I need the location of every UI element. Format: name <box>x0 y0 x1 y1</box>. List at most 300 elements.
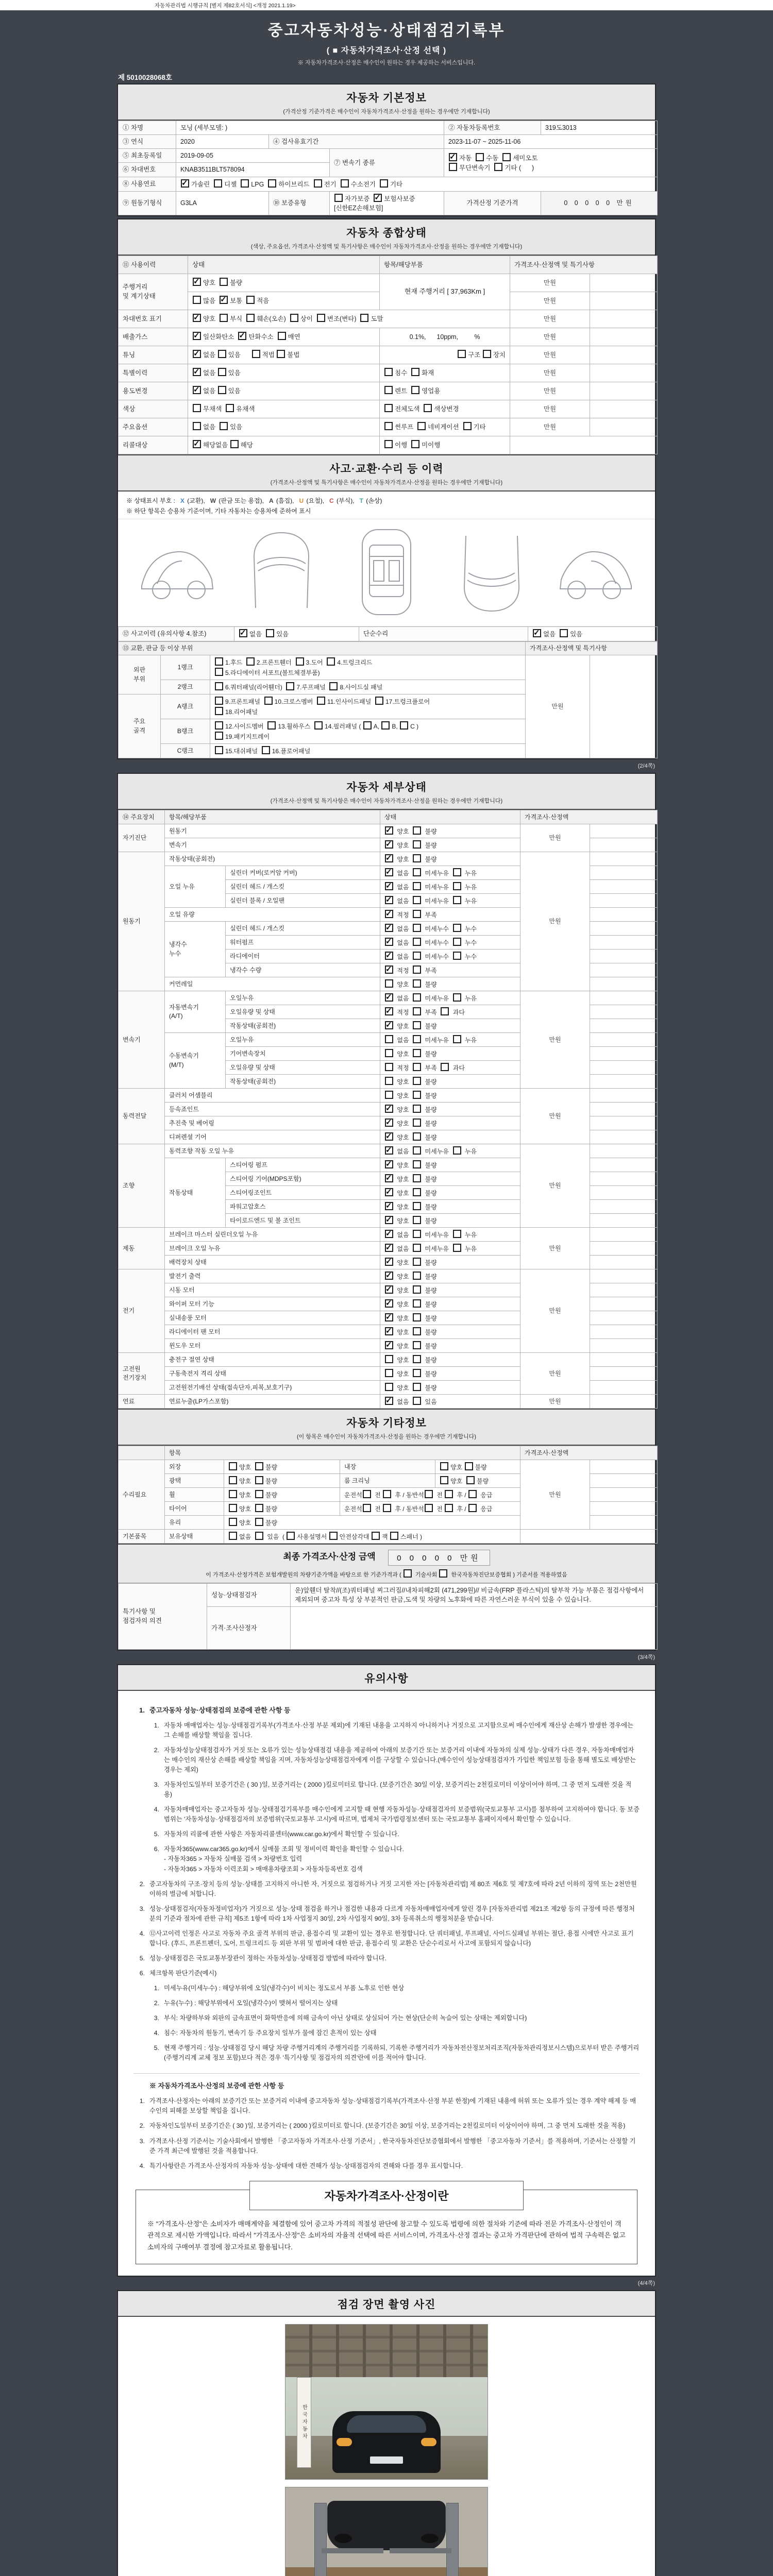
table-cell <box>590 310 658 328</box>
table-cell: ⑨ 원동기형식 <box>119 191 176 215</box>
checkbox-checked[interactable] <box>385 1146 393 1155</box>
checkbox-unchecked[interactable] <box>424 404 432 412</box>
checkbox-unchecked[interactable] <box>385 1383 393 1391</box>
checkbox-unchecked[interactable] <box>413 1132 421 1141</box>
checkbox-unchecked[interactable] <box>413 1383 421 1391</box>
checkbox-unchecked[interactable] <box>413 1285 421 1294</box>
checkbox-unchecked[interactable] <box>385 1355 393 1363</box>
checkbox-unchecked[interactable] <box>229 1532 237 1540</box>
checkbox-unchecked[interactable] <box>483 350 491 358</box>
checkbox-unchecked[interactable] <box>453 952 461 960</box>
checkbox-unchecked[interactable] <box>413 868 421 876</box>
notice-band <box>118 1665 655 1691</box>
checkbox-checked[interactable] <box>385 1327 393 1335</box>
table-cell: 등속죠인트 <box>165 1103 380 1116</box>
checkbox-unchecked[interactable] <box>463 422 472 430</box>
notice-item-text: ⑫사고이력 인정은 사고로 자동차 주요 골격 부위의 판금, 용접수리 및 교환이 있는 경우로 한정합니다. 단 쿼터패널, 루프패널, 사이드실패널 부위는 절단, 용접 시에만 사고로 표기합니다. (후드, 프론트펜더, 도어, 트렁크리드 등 외판 부위 및 범퍼에 대한 판금, 용접수리 및 교환은 단순수리로서 사고에 포함되지 않습니다) <box>149 1929 634 1947</box>
checkbox-unchecked[interactable] <box>453 938 461 946</box>
checkbox-unchecked[interactable] <box>215 721 223 730</box>
section-notice <box>117 1664 656 2277</box>
checkbox-unchecked[interactable] <box>413 1327 421 1335</box>
final-price-value: 0 0 0 0 0 만원 <box>388 1550 490 1566</box>
checkbox-unchecked[interactable] <box>425 1504 433 1512</box>
checkbox-checked[interactable] <box>385 1244 393 1252</box>
checkbox-checked[interactable] <box>385 1397 393 1405</box>
checkbox-unchecked[interactable] <box>411 368 419 376</box>
checkbox-unchecked[interactable] <box>214 179 222 188</box>
status-code-legend <box>118 492 655 519</box>
checkbox-unchecked[interactable] <box>468 1504 477 1512</box>
checkbox-unchecked[interactable] <box>384 404 393 412</box>
checkbox-unchecked[interactable] <box>255 1462 263 1470</box>
checkbox-unchecked[interactable] <box>468 1490 477 1498</box>
checkbox-unchecked[interactable] <box>439 1569 447 1578</box>
checkbox-checked[interactable] <box>385 1132 393 1141</box>
checkbox-unchecked[interactable] <box>445 1490 453 1498</box>
checkbox-checked[interactable] <box>385 1160 393 1168</box>
table-cell <box>590 1502 658 1516</box>
checkbox-unchecked[interactable] <box>329 682 338 690</box>
legend-label: (손상) <box>364 497 382 504</box>
table-cell: ✓ 양호 불량 <box>380 1269 520 1283</box>
checkbox-unchecked[interactable] <box>441 1063 449 1071</box>
table-cell <box>590 963 658 977</box>
table-cell: ✓ 없음 미세누유 누유 <box>380 880 520 894</box>
checkbox-unchecked[interactable] <box>465 1462 473 1470</box>
checkbox-checked[interactable] <box>385 854 393 862</box>
notice-item-number: 1. <box>139 2097 145 2105</box>
table-cell: 작동상태 <box>165 1158 226 1228</box>
checkbox-unchecked[interactable] <box>266 629 274 637</box>
notice-item-number: 5. <box>154 2044 159 2052</box>
checkbox-unchecked[interactable] <box>413 1202 421 1210</box>
checkbox-unchecked[interactable] <box>215 657 223 666</box>
checkbox-unchecked[interactable] <box>317 314 325 322</box>
table-cell: 충전구 절연 상태 <box>165 1353 380 1367</box>
checkbox-unchecked[interactable] <box>220 314 228 322</box>
checkbox-unchecked[interactable] <box>413 840 421 849</box>
checkbox-checked[interactable] <box>193 368 201 376</box>
checkbox-unchecked[interactable] <box>413 1007 421 1015</box>
checkbox-checked[interactable] <box>193 386 201 394</box>
checkbox-unchecked[interactable] <box>413 1341 421 1349</box>
checkbox-unchecked[interactable] <box>252 350 260 358</box>
detail-state-title: 자동차 세부상태 <box>346 782 427 794</box>
table-cell: 만원 <box>520 852 590 991</box>
checkbox-checked[interactable] <box>385 868 393 876</box>
document-number: 제 5010028068호 <box>118 74 172 81</box>
checkbox-checked[interactable] <box>385 1021 393 1029</box>
checkbox-unchecked[interactable] <box>413 1272 421 1280</box>
notice-item <box>133 1879 640 1899</box>
checkbox-checked[interactable] <box>193 278 201 286</box>
table-cell: 만원 <box>510 418 590 436</box>
table-cell: 시동 모터 <box>165 1283 380 1297</box>
section-inspection-photos <box>117 2290 656 2576</box>
checkbox-unchecked[interactable] <box>384 422 393 430</box>
checkbox-unchecked[interactable] <box>440 1462 448 1470</box>
checkbox-unchecked[interactable] <box>413 1174 421 1182</box>
table-cell: 양호 불량 <box>380 977 520 991</box>
table-cell: 만원 <box>510 274 590 292</box>
checkbox-unchecked[interactable] <box>193 422 201 430</box>
checkbox-unchecked[interactable] <box>218 386 226 394</box>
photo-area <box>118 2317 655 2576</box>
checkbox-unchecked[interactable] <box>453 868 461 876</box>
checkbox-unchecked[interactable] <box>453 924 461 932</box>
checkbox-unchecked[interactable] <box>286 682 294 690</box>
checkbox-unchecked[interactable] <box>440 1476 448 1484</box>
checkbox-unchecked[interactable] <box>363 1504 371 1512</box>
checkbox-unchecked[interactable] <box>413 896 421 904</box>
checkbox-unchecked[interactable] <box>560 629 568 637</box>
table-cell: ⑧ 사용연료 <box>119 177 176 191</box>
checkbox-unchecked[interactable] <box>215 746 223 754</box>
checkbox-unchecked[interactable] <box>360 314 368 322</box>
table-cell: ✓ 양호 부식 훼손(오손) 상이 변조(변타) 도말 <box>188 310 510 328</box>
checkbox-unchecked[interactable] <box>268 179 276 188</box>
checkbox-unchecked[interactable] <box>413 1313 421 1321</box>
table-cell <box>590 382 658 400</box>
checkbox-checked[interactable] <box>385 826 393 835</box>
checkbox-checked[interactable] <box>193 332 201 340</box>
checkbox-unchecked[interactable] <box>255 1532 263 1540</box>
checkbox-unchecked[interactable] <box>413 1021 421 1029</box>
checkbox-unchecked[interactable] <box>494 163 502 171</box>
checkbox-unchecked[interactable] <box>385 1063 393 1071</box>
checkbox-unchecked[interactable] <box>218 350 226 358</box>
checkbox-unchecked[interactable] <box>363 1490 371 1498</box>
table-cell <box>590 977 658 991</box>
car-diagram-right-side-icon <box>553 528 641 616</box>
notice-item-text: 현재 주행거리 : 성능·상태점검 당시 해당 차량 주행거리계의 주행거리를 기록하되, 기록한 주행거리가 자동차전산정보처리조직(자동차관리정보시스템)으로부터 받은 주행거리(주행거리계 교체 정보 포함)보다 적은 경우 '특기사항 및 점검자의 의견'란에 이를 적어야 합니다. <box>164 2044 640 2062</box>
checkbox-checked[interactable] <box>239 629 247 637</box>
table-cell: ⑤ 최초등록일 <box>119 149 176 163</box>
checkbox-unchecked[interactable] <box>381 721 390 730</box>
basic-info-note: (가격산정 기준가격은 매수인이 자동차가격조사·산정을 원하는 경우에만 기재합니다) <box>283 109 490 115</box>
form-reference-text: 자동차관리법 시행규칙 [별지 제82호서식] <개정 2021.1.19> <box>155 2 296 9</box>
notice-item-number: 3. <box>154 2014 159 2022</box>
table-cell: ⑥ 차대번호 <box>119 163 176 177</box>
final-price-label: 최종 가격조사·산정 금액 <box>283 1552 376 1562</box>
checkbox-unchecked[interactable] <box>383 1504 391 1512</box>
checkbox-unchecked[interactable] <box>417 422 426 430</box>
notice-item-text: 가격조사·산정 기준서는 기술사회에서 발행한 「중고자동차 가격조사·산정 기준서」, 한국자동차진단보증협회에서 발행한 「중고자동차 기준서」를 적용하며, 기준서는 산정할 기준 가격 최근에 발행된 것을 적용합니다. <box>149 2137 636 2155</box>
checkbox-unchecked[interactable] <box>229 1504 237 1512</box>
checkbox-unchecked[interactable] <box>220 422 228 430</box>
table-cell: 원동기 <box>119 852 165 991</box>
checkbox-unchecked[interactable] <box>215 732 223 740</box>
checkbox-unchecked[interactable] <box>314 179 322 188</box>
table-cell: 없음 있음 <box>188 418 380 436</box>
checkbox-unchecked[interactable] <box>476 153 484 161</box>
checkbox-unchecked[interactable] <box>215 682 223 690</box>
checkbox-checked[interactable] <box>533 629 541 637</box>
checkbox-unchecked[interactable] <box>413 1216 421 1224</box>
table-cell: G3LA <box>176 191 269 215</box>
checkbox-unchecked[interactable] <box>215 697 223 705</box>
checkbox-unchecked[interactable] <box>385 1077 393 1085</box>
table-cell: 동력조향 작동 오일 누유 <box>165 1144 380 1158</box>
table-cell <box>510 436 658 454</box>
notice-item <box>133 2081 640 2091</box>
checkbox-unchecked[interactable] <box>383 1490 391 1498</box>
checkbox-unchecked[interactable] <box>453 882 461 890</box>
checkbox-unchecked[interactable] <box>413 910 421 918</box>
table-cell <box>590 1488 658 1502</box>
table-cell <box>590 991 658 1005</box>
checkbox-checked[interactable] <box>385 952 393 960</box>
checkbox-checked[interactable] <box>385 1188 393 1196</box>
checkbox-unchecked[interactable] <box>425 1490 433 1498</box>
checkbox-unchecked[interactable] <box>193 404 201 412</box>
table-cell: 운전석 전 후 / 동반석 전 후 / 응급 <box>340 1502 520 1516</box>
checkbox-unchecked[interactable] <box>458 350 466 358</box>
checkbox-unchecked[interactable] <box>413 1188 421 1196</box>
checkbox-unchecked[interactable] <box>449 163 457 171</box>
checkbox-unchecked[interactable] <box>413 1063 421 1071</box>
checkbox-unchecked[interactable] <box>215 668 223 676</box>
checkbox-unchecked[interactable] <box>466 1476 475 1484</box>
checkbox-checked[interactable] <box>374 194 382 202</box>
checkbox-checked[interactable] <box>385 1341 393 1349</box>
checkbox-unchecked[interactable] <box>220 278 228 286</box>
checkbox-checked[interactable] <box>385 840 393 849</box>
checkbox-checked[interactable] <box>193 350 201 358</box>
checkbox-unchecked[interactable] <box>413 952 421 960</box>
checkbox-checked[interactable] <box>385 1216 393 1224</box>
checkbox-unchecked[interactable] <box>413 1118 421 1127</box>
table-cell: 만원 <box>520 1144 590 1228</box>
notice-item <box>148 2028 640 2038</box>
checkbox-checked[interactable] <box>385 965 393 974</box>
checkbox-checked[interactable] <box>385 1230 393 1238</box>
checkbox-unchecked[interactable] <box>404 1569 412 1578</box>
table-cell <box>590 1019 658 1033</box>
checkbox-unchecked[interactable] <box>413 1160 421 1168</box>
notice-item-number: 3. <box>154 1781 159 1789</box>
checkbox-unchecked[interactable] <box>502 153 511 161</box>
checkbox-unchecked[interactable] <box>218 368 226 376</box>
table-cell <box>590 1311 658 1325</box>
checkbox-checked[interactable] <box>385 882 393 890</box>
table-cell: 주요 골격 <box>119 694 161 758</box>
checkbox-unchecked[interactable] <box>262 746 270 754</box>
checkbox-unchecked[interactable] <box>400 721 408 730</box>
checkbox-unchecked[interactable] <box>290 314 298 322</box>
notice-item-number: 2. <box>139 2122 145 2130</box>
checkbox-unchecked[interactable] <box>380 179 388 188</box>
checkbox-checked[interactable] <box>385 1007 393 1015</box>
checkbox-unchecked[interactable] <box>385 979 393 988</box>
checkbox-checked[interactable] <box>385 924 393 932</box>
table-cell: ✓ 없음 있음 <box>528 626 658 641</box>
checkbox-unchecked[interactable] <box>385 1035 393 1043</box>
checkbox-unchecked[interactable] <box>375 697 383 705</box>
checkbox-unchecked[interactable] <box>413 1397 421 1405</box>
checkbox-unchecked[interactable] <box>296 657 304 666</box>
checkbox-unchecked[interactable] <box>372 1532 380 1540</box>
checkbox-unchecked[interactable] <box>413 1369 421 1377</box>
checkbox-checked[interactable] <box>181 179 189 188</box>
checkbox-unchecked[interactable] <box>413 1077 421 1085</box>
checkbox-unchecked[interactable] <box>193 296 201 304</box>
checkbox-checked[interactable] <box>385 1202 393 1210</box>
checkbox-unchecked[interactable] <box>453 993 461 1002</box>
checkbox-unchecked[interactable] <box>413 1299 421 1308</box>
checkbox-unchecked[interactable] <box>334 194 343 202</box>
checkbox-checked[interactable] <box>238 332 246 340</box>
checkbox-unchecked[interactable] <box>413 1035 421 1043</box>
checkbox-unchecked[interactable] <box>384 440 393 448</box>
notice-item <box>133 1929 640 1948</box>
table-cell <box>520 1530 658 1544</box>
table-cell: 만원 <box>520 1089 590 1144</box>
checkbox-unchecked[interactable] <box>230 440 239 448</box>
checkbox-checked[interactable] <box>193 314 201 322</box>
checkbox-checked[interactable] <box>385 896 393 904</box>
checkbox-unchecked[interactable] <box>413 882 421 890</box>
checkbox-checked[interactable] <box>385 1313 393 1321</box>
checkbox-unchecked[interactable] <box>413 993 421 1002</box>
checkbox-unchecked[interactable] <box>413 965 421 974</box>
checkbox-unchecked[interactable] <box>453 1146 461 1155</box>
checkbox-unchecked[interactable] <box>385 1091 393 1099</box>
checkbox-unchecked[interactable] <box>413 1105 421 1113</box>
table-cell: ① 차명 <box>119 121 176 135</box>
checkbox-unchecked[interactable] <box>453 1244 461 1252</box>
table-cell: 오일유량 및 상태 <box>226 1005 380 1019</box>
checkbox-checked[interactable] <box>385 938 393 946</box>
checkbox-unchecked[interactable] <box>413 1230 421 1238</box>
checkbox-unchecked[interactable] <box>341 179 349 188</box>
checkbox-unchecked[interactable] <box>413 979 421 988</box>
checkbox-unchecked[interactable] <box>267 721 276 730</box>
checkbox-unchecked[interactable] <box>390 1532 398 1540</box>
checkbox-unchecked[interactable] <box>385 1049 393 1057</box>
table-cell <box>590 1256 658 1269</box>
photo-lift-arm-right <box>390 2548 451 2553</box>
checkbox-unchecked[interactable] <box>246 296 255 304</box>
table-cell <box>590 894 658 908</box>
checkbox-unchecked[interactable] <box>287 1532 295 1540</box>
checkbox-checked[interactable] <box>385 1285 393 1294</box>
checkbox-unchecked[interactable] <box>411 386 419 394</box>
table-cell <box>590 852 658 866</box>
checkbox-unchecked[interactable] <box>255 1504 263 1512</box>
legend-symbol: U <box>299 497 304 504</box>
checkbox-unchecked[interactable] <box>413 1146 421 1155</box>
table-cell: 주행거리 및 계기상태 <box>119 274 188 310</box>
checkbox-checked[interactable] <box>385 1118 393 1127</box>
checkbox-unchecked[interactable] <box>385 1369 393 1377</box>
checkbox-checked[interactable] <box>385 1174 393 1182</box>
price-definition-body: ※ "가격조사·산정"은 소비자가 매매계약을 체결함에 있어 중고차 가격의 적절성 판단에 참고할 수 있도록 법령에 의한 절차와 기준에 따라 전문 가격조사·산정인이 객관적으로 제시한 가액입니다. 따라서 "가격조사·산정"은 소비자의 자율적 선택에 따른 서비스이며, 가격조사·산정 결과는 중고차 가격판단에 관하여 법적 구속력은 없고 소비자의 구매여부 결정에 참고자료로 활용됩니다. <box>147 2219 626 2251</box>
checkbox-unchecked[interactable] <box>329 1532 338 1540</box>
checkbox-unchecked[interactable] <box>453 1035 461 1043</box>
checkbox-unchecked[interactable] <box>255 1476 263 1484</box>
checkbox-unchecked[interactable] <box>453 1230 461 1238</box>
inspector-opinion-table <box>118 1583 655 1650</box>
checkbox-unchecked[interactable] <box>363 721 372 730</box>
checkbox-unchecked[interactable] <box>264 697 273 705</box>
checkbox-unchecked[interactable] <box>413 1258 421 1266</box>
checkbox-checked[interactable] <box>385 1272 393 1280</box>
checkbox-unchecked[interactable] <box>413 1049 421 1057</box>
checkbox-unchecked[interactable] <box>441 1007 449 1015</box>
checkbox-unchecked[interactable] <box>278 332 286 340</box>
checkbox-checked[interactable] <box>193 440 201 448</box>
checkbox-checked[interactable] <box>385 1105 393 1113</box>
table-cell: 현재 주행거리 [ 37,963Km ] <box>380 274 510 310</box>
checkbox-unchecked[interactable] <box>327 657 335 666</box>
table-cell <box>590 1339 658 1353</box>
table-cell <box>590 1325 658 1339</box>
checkbox-unchecked[interactable] <box>413 924 421 932</box>
checkbox-unchecked[interactable] <box>413 1091 421 1099</box>
checkbox-unchecked[interactable] <box>255 1518 263 1526</box>
checkbox-unchecked[interactable] <box>246 657 255 666</box>
etc-info-note: (이 항목은 매수인이 자동차가격조사·산정을 원하는 경우에만 기재합니다) <box>296 1434 477 1440</box>
checkbox-unchecked[interactable] <box>246 314 255 322</box>
table-cell <box>590 1116 658 1130</box>
table-cell: 양호 불량 <box>224 1460 340 1474</box>
table-cell: ✓ 양호 불량 <box>380 1297 520 1311</box>
etc-info-table <box>118 1446 655 1544</box>
checkbox-unchecked[interactable] <box>229 1490 237 1498</box>
checkbox-unchecked[interactable] <box>445 1504 453 1512</box>
checkbox-unchecked[interactable] <box>215 707 223 715</box>
table-cell: ⑩ 보증유형 <box>269 191 330 215</box>
checkbox-unchecked[interactable] <box>411 440 419 448</box>
checkbox-unchecked[interactable] <box>314 721 323 730</box>
notice-item <box>133 1904 640 1924</box>
checkbox-unchecked[interactable] <box>413 854 421 862</box>
table-cell <box>590 866 658 880</box>
checkbox-unchecked[interactable] <box>255 1490 263 1498</box>
checkbox-unchecked[interactable] <box>229 1518 237 1526</box>
photo-banner: 한국자동차 <box>297 2377 311 2468</box>
table-cell: 리콜대상 <box>119 436 188 454</box>
checkbox-unchecked[interactable] <box>384 368 393 376</box>
checkbox-unchecked[interactable] <box>241 179 249 188</box>
final-price-band <box>118 1544 655 1583</box>
checkbox-unchecked[interactable] <box>229 1462 237 1470</box>
checkbox-checked[interactable] <box>385 1299 393 1308</box>
page-title: 중고자동차성능·상태점검기록부 <box>267 22 506 39</box>
checkbox-unchecked[interactable] <box>413 938 421 946</box>
checkbox-checked[interactable] <box>220 296 228 304</box>
checkbox-unchecked[interactable] <box>453 896 461 904</box>
table-cell: ✓ 없음 미세누유 누유 <box>380 1144 520 1158</box>
checkbox-checked[interactable] <box>385 1258 393 1266</box>
checkbox-unchecked[interactable] <box>413 826 421 835</box>
checkbox-unchecked[interactable] <box>413 1355 421 1363</box>
checkbox-checked[interactable] <box>385 910 393 918</box>
checkbox-unchecked[interactable] <box>413 1244 421 1252</box>
checkbox-unchecked[interactable] <box>277 350 285 358</box>
checkbox-unchecked[interactable] <box>384 386 393 394</box>
table-cell: ✓ 양호 불량 <box>380 1339 520 1353</box>
checkbox-unchecked[interactable] <box>317 697 325 705</box>
checkbox-checked[interactable] <box>449 153 457 161</box>
checkbox-unchecked[interactable] <box>226 404 234 412</box>
table-cell: ✓ 적정 부족 <box>380 963 520 977</box>
checkbox-unchecked[interactable] <box>229 1476 237 1484</box>
table-cell: 모닝 (세부모델: ) <box>176 121 444 135</box>
table-cell: 양호 불량 <box>224 1516 520 1530</box>
checkbox-checked[interactable] <box>385 993 393 1002</box>
